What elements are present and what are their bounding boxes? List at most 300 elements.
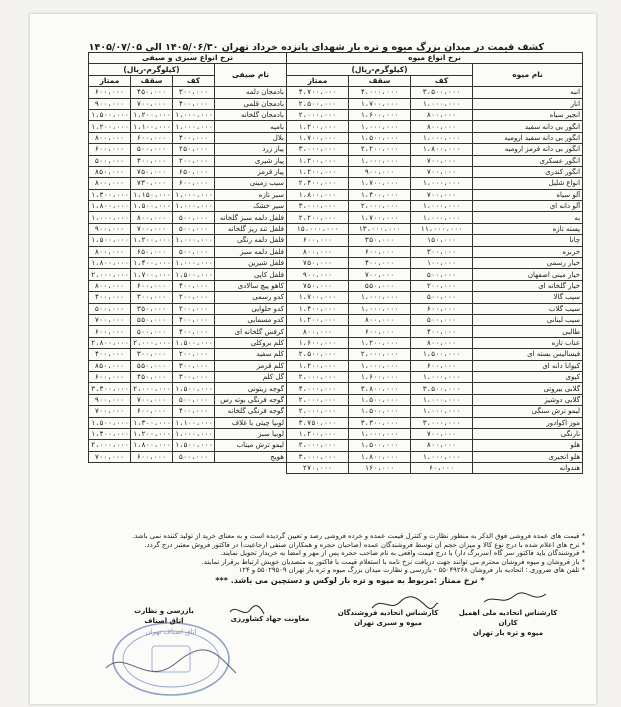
veg-name: لوبیا چیتی با غلاف xyxy=(215,417,287,428)
signature-title: بازرسی و نظارت xyxy=(134,607,194,615)
veg-price-saqf: ۵۵۰،۰۰۰ xyxy=(131,314,173,325)
table-row xyxy=(287,451,583,462)
signature-scribble-icon xyxy=(480,590,550,610)
note-line: * تلفن های ضروری : اتحادیه بار فروشان ۵۵۰۴۹۲۶۸ - بازرسی و نظارت میدان بزرگ میوه و تره بار تهران ۵۵۰۲۹۵۰۹ و ۱۲۴ xyxy=(238,566,585,574)
table-row xyxy=(89,87,287,98)
veg-price-momtaz: ۱،۵۰۰،۰۰۰ xyxy=(89,417,131,428)
table-row xyxy=(89,406,287,417)
fruit-price-momtaz: ۱،۶۰۰،۰۰۰ xyxy=(287,337,349,348)
table-row xyxy=(89,360,287,371)
fruit-price-kaf: ۶۰،۰۰۰ xyxy=(411,463,473,474)
veg-price-saqf: ۱،۸۰۰،۰۰۰ xyxy=(131,440,173,451)
veg-name: فلفل دلمه رنگی xyxy=(215,235,287,246)
veg-price-saqf: ۱،۲۰۰،۰۰۰ xyxy=(131,235,173,246)
veg-name-header: نام صیفی xyxy=(215,64,287,87)
fruit-name: انجیر سیاه xyxy=(473,109,583,120)
table-row xyxy=(287,212,583,223)
veg-price-saqf: ۵۰۰،۰۰۰ xyxy=(131,326,173,337)
fruit-name: انگور بی دانه قرمز ارومیه xyxy=(473,144,583,155)
fruit-price-kaf: ۱،۰۰۰،۰۰۰ xyxy=(411,178,473,189)
fruit-price-momtaz: ۲،۰۰۰،۰۰۰ xyxy=(287,394,349,405)
note-line: * فروشندگان باید فاکتور سر گاه (سربرگ دار) با درج قیمت واقعی به نام صاحب حجره پس از مهر و امضا به خریدار تحویل نمایند. xyxy=(220,549,585,557)
fruit-price-momtaz: ۷۵۰،۰۰۰ xyxy=(287,258,349,269)
veg-name: گوجه فرنگی بوته رس xyxy=(215,394,287,405)
veg-name: پیاز شیری xyxy=(215,155,287,166)
veg-price-kaf: ۶۵۰،۰۰۰ xyxy=(173,166,215,177)
veg-name: پیاز قرمز xyxy=(215,166,287,177)
veg-price-saqf: ۱،۴۰۰،۰۰۰ xyxy=(131,258,173,269)
veg-price-kaf: ۱،۵۰۰،۰۰۰ xyxy=(173,440,215,451)
veg-price-momtaz: ۵۰۰،۰۰۰ xyxy=(89,155,131,166)
veg-price-momtaz: ۴۰۰،۰۰۰ xyxy=(89,349,131,360)
table-row xyxy=(287,178,583,189)
fruit-name: سیب لبنانی xyxy=(473,314,583,325)
veg-price-saqf: ۴۰۰،۰۰۰ xyxy=(131,155,173,166)
fruit-price-saqf: ۳،۳۰۰،۰۰۰ xyxy=(349,417,411,428)
veg-price-saqf: ۵۵۰،۰۰۰ xyxy=(131,360,173,371)
signature-subtitle: اتاق اصناف xyxy=(144,617,184,625)
veg-group-header: نرخ انواع سبزی و صیفی xyxy=(89,53,287,64)
fruit-price-kaf: ۱،۰۰۰،۰۰۰ xyxy=(411,451,473,462)
veg-name: بادمجان گلخانه xyxy=(215,109,287,120)
fruit-unit-header: (کیلوگرم-ریال) xyxy=(287,64,473,75)
table-row xyxy=(287,280,583,291)
table-row xyxy=(89,109,287,120)
table-row xyxy=(89,132,287,143)
fruit-name: خیار گلخانه ای xyxy=(473,280,583,291)
fruit-price-momtaz: ۲،۵۰۰،۰۰۰ xyxy=(287,349,349,360)
veg-price-momtaz: ۱،۸۰۰،۰۰۰ xyxy=(89,201,131,212)
veg-price-kaf: ۳۰۰،۰۰۰ xyxy=(173,371,215,382)
fruit-saqf-header: سقف xyxy=(349,75,411,86)
veg-price-kaf: ۲۰۰،۰۰۰ xyxy=(173,292,215,303)
fruit-price-saqf: ۳۵۰،۰۰۰ xyxy=(349,235,411,246)
veg-price-momtaz: ۶۰۰،۰۰۰ xyxy=(89,326,131,337)
table-row xyxy=(89,258,287,269)
veg-price-kaf: ۱،۰۰۰،۰۰۰ xyxy=(173,235,215,246)
table-row xyxy=(89,383,287,394)
veg-price-saqf: ۱،۲۰۰،۰۰۰ xyxy=(131,109,173,120)
fruit-name: هلو انجیری xyxy=(473,451,583,462)
table-row xyxy=(287,201,583,212)
table-row xyxy=(89,451,287,462)
fruit-price-kaf: ۱،۰۰۰،۰۰۰ xyxy=(411,132,473,143)
fruit-name: کیوی xyxy=(473,371,583,382)
veg-price-kaf: ۲۰۰،۰۰۰ xyxy=(173,155,215,166)
fruit-price-saqf: ۱،۵۰۰،۰۰۰ xyxy=(349,394,411,405)
table-row xyxy=(89,189,287,200)
fruit-price-momtaz: ۳،۰۰۰،۰۰۰ xyxy=(287,451,349,462)
veg-table-body xyxy=(89,87,287,463)
signature-scribble-icon xyxy=(226,602,266,620)
fruit-price-momtaz: ۱،۲۰۰،۰۰۰ xyxy=(287,166,349,177)
veg-name: بامیه xyxy=(215,121,287,132)
veg-name: کلم قرمز xyxy=(215,360,287,371)
fruit-price-momtaz: ۳،۷۵۰،۰۰۰ xyxy=(287,417,349,428)
veg-name: کدو رسمی xyxy=(215,292,287,303)
fruit-price-kaf: ۱،۵۰۰،۰۰۰ xyxy=(411,349,473,360)
table-row xyxy=(287,87,583,98)
veg-name: گوجه فرنگی گلخانه xyxy=(215,406,287,417)
veg-price-kaf: ۲۰۰،۰۰۰ xyxy=(173,349,215,360)
fruit-price-kaf: ۲۰۰،۰۰۰ xyxy=(411,280,473,291)
fruit-price-saqf: ۲،۲۰۰،۰۰۰ xyxy=(349,144,411,155)
veg-price-saqf: ۷۰۰،۰۰۰ xyxy=(131,98,173,109)
veg-name: بادمجان دلمه xyxy=(215,87,287,98)
fruit-name: انگور بی دانه سفید ارومیه xyxy=(473,132,583,143)
table-row xyxy=(287,166,583,177)
table-row xyxy=(89,235,287,246)
fruit-price-saqf: ۱،۰۰۰،۰۰۰ xyxy=(349,303,411,314)
fruit-momtaz-header: ممتاز xyxy=(287,75,349,86)
fruit-name: موز اکوادور xyxy=(473,417,583,428)
table-row xyxy=(287,326,583,337)
fruit-price-saqf: ۱۶۰،۰۰۰ xyxy=(349,463,411,474)
veg-price-saqf: ۷۰۰،۰۰۰ xyxy=(131,223,173,234)
veg-price-saqf: ۶۵۰،۰۰۰ xyxy=(131,246,173,257)
veg-price-saqf: ۶۰۰،۰۰۰ xyxy=(131,451,173,462)
official-stamp-icon xyxy=(96,618,246,700)
table-row xyxy=(287,246,583,257)
table-row xyxy=(287,269,583,280)
fruit-price-momtaz: ۹۰۰،۰۰۰ xyxy=(287,269,349,280)
fruit-price-saqf: ۱،۶۰۰،۰۰۰ xyxy=(349,371,411,382)
price-sheet xyxy=(30,14,596,704)
table-row xyxy=(287,349,583,360)
veg-price-saqf: ۱،۳۰۰،۰۰۰ xyxy=(131,417,173,428)
fruit-price-momtaz: ۲،۴۰۰،۰۰۰ xyxy=(287,178,349,189)
table-row xyxy=(287,394,583,405)
fruit-name: انبه xyxy=(473,87,583,98)
table-row xyxy=(287,314,583,325)
fruit-name-header: نام میوه xyxy=(473,64,583,87)
veg-name: کلم بروکلی xyxy=(215,337,287,348)
table-row xyxy=(287,223,583,234)
veg-name: فلفل دلمه سبز گلخانه xyxy=(215,212,287,223)
table-row xyxy=(287,303,583,314)
veg-price-saqf: ۱،۵۰۰،۰۰۰ xyxy=(131,201,173,212)
table-row xyxy=(287,235,583,246)
veg-price-saqf: ۲،۰۰۰،۰۰۰ xyxy=(131,383,173,394)
veg-price-kaf: ۴۰۰،۰۰۰ xyxy=(173,314,215,325)
veg-price-saqf: ۶۰۰،۰۰۰ xyxy=(131,280,173,291)
notes-section xyxy=(115,532,585,585)
veg-name: فلفل کاپی xyxy=(215,269,287,280)
fruit-price-kaf: ۷۰۰،۰۰۰ xyxy=(411,189,473,200)
fruit-name: پسته تازه xyxy=(473,223,583,234)
veg-price-kaf: ۵۰۰،۰۰۰ xyxy=(173,451,215,462)
fruit-price-kaf: ۳،۵۰۰،۰۰۰ xyxy=(411,87,473,98)
veg-name: فلفل دلمه سبز xyxy=(215,246,287,257)
signature-block-1 xyxy=(448,608,568,638)
fruit-price-saqf: ۱،۴۰۰،۰۰۰ xyxy=(349,189,411,200)
veg-price-saqf: ۱،۱۵۰،۰۰۰ xyxy=(131,189,173,200)
table-row xyxy=(89,98,287,109)
veg-price-momtaz: ۸۰۰،۰۰۰ xyxy=(89,132,131,143)
veg-price-table xyxy=(88,52,287,463)
veg-price-momtaz: ۸۰۰،۰۰۰ xyxy=(89,178,131,189)
fruit-table-body xyxy=(287,87,583,474)
fruit-price-kaf: ۱،۸۰۰،۰۰۰ xyxy=(411,144,473,155)
fruit-price-kaf: ۵۰۰،۰۰۰ xyxy=(411,269,473,280)
veg-name: بادمجان قلمی xyxy=(215,98,287,109)
veg-price-kaf: ۴۰۰،۰۰۰ xyxy=(173,280,215,291)
veg-price-momtaz: ۱،۵۰۰،۰۰۰ xyxy=(89,235,131,246)
fruit-price-kaf: ۳،۵۰۰،۰۰۰ xyxy=(411,383,473,394)
table-row xyxy=(89,166,287,177)
veg-price-kaf: ۱،۰۰۰،۰۰۰ xyxy=(173,201,215,212)
table-row xyxy=(287,144,583,155)
veg-name: سیب زمینی xyxy=(215,178,287,189)
fruit-price-kaf: ۱،۰۰۰،۰۰۰ xyxy=(411,406,473,417)
veg-price-kaf: ۲۰۰،۰۰۰ xyxy=(173,303,215,314)
fruit-price-momtaz: ۲۷۰،۰۰۰ xyxy=(287,463,349,474)
veg-name: بلال xyxy=(215,132,287,143)
fruit-price-kaf: ۷۰۰،۰۰۰ xyxy=(411,428,473,439)
veg-price-momtaz: ۲،۰۰۰،۰۰۰ xyxy=(89,269,131,280)
veg-price-kaf: ۵۰۰،۰۰۰ xyxy=(173,212,215,223)
veg-price-kaf: ۳۰۰،۰۰۰ xyxy=(173,87,215,98)
table-row xyxy=(89,337,287,348)
veg-price-saqf: ۶۰۰،۰۰۰ xyxy=(131,132,173,143)
fruit-group-header: نرخ انواع میوه xyxy=(287,53,583,64)
signature-block-4 xyxy=(124,606,204,626)
fruit-price-kaf: ۱،۰۰۰،۰۰۰ xyxy=(411,201,473,212)
veg-price-saqf: ۶۰۰،۰۰۰ xyxy=(131,406,173,417)
veg-name: سیر تازه xyxy=(215,189,287,200)
fruit-price-momtaz: ۱،۷۰۰،۰۰۰ xyxy=(287,292,349,303)
fruit-price-momtaz: ۲،۰۰۰،۰۰۰ xyxy=(287,371,349,382)
table-row xyxy=(89,201,287,212)
veg-price-saqf: ۷۰۰،۰۰۰ xyxy=(131,394,173,405)
table-row xyxy=(287,258,583,269)
fruit-price-momtaz: ۱،۴۰۰،۰۰۰ xyxy=(287,303,349,314)
fruit-name: چانا xyxy=(473,235,583,246)
signature-subtitle: میوه و سبزی تهران xyxy=(354,619,422,627)
table-row xyxy=(89,121,287,132)
veg-name: فلفل شیرین xyxy=(215,258,287,269)
veg-price-momtaz: ۲،۰۰۰،۰۰۰ xyxy=(89,440,131,451)
table-row xyxy=(287,98,583,109)
veg-price-momtaz: ۴۰۰،۰۰۰ xyxy=(89,292,131,303)
fruit-price-kaf: ۷۰۰،۰۰۰ xyxy=(411,166,473,177)
fruit-price-kaf: ۵۰۰،۰۰۰ xyxy=(411,314,473,325)
table-row xyxy=(287,121,583,132)
fruit-price-kaf: ۸۰۰،۰۰۰ xyxy=(411,337,473,348)
fruit-name: گلابی دوشیز xyxy=(473,394,583,405)
table-row xyxy=(287,463,583,474)
fruit-price-momtaz: ۱،۲۰۰،۰۰۰ xyxy=(287,314,349,325)
veg-name: کلم سفید xyxy=(215,349,287,360)
veg-price-momtaz: ۸۰۰،۰۰۰ xyxy=(89,280,131,291)
table-row xyxy=(89,155,287,166)
fruit-name: خیار مینی اصفهان xyxy=(473,269,583,280)
fruit-price-momtaz: ۲،۲۰۰،۰۰۰ xyxy=(287,212,349,223)
table-row xyxy=(287,109,583,120)
fruit-price-momtaz: ۸۰۰،۰۰۰ xyxy=(287,326,349,337)
veg-price-momtaz: ۷۰۰،۰۰۰ xyxy=(89,314,131,325)
fruit-name: انواع شلیل xyxy=(473,178,583,189)
fruit-price-kaf: ۱،۰۰۰،۰۰۰ xyxy=(411,371,473,382)
fruit-name: خیار رسمی xyxy=(473,258,583,269)
veg-price-saqf: ۸۰۰،۰۰۰ xyxy=(131,212,173,223)
table-row xyxy=(89,223,287,234)
fruit-name: انگور بی دانه سفید xyxy=(473,121,583,132)
veg-price-saqf: ۳۰۰،۰۰۰ xyxy=(131,349,173,360)
table-row xyxy=(89,349,287,360)
veg-price-momtaz: ۷۰۰،۰۰۰ xyxy=(89,406,131,417)
veg-price-kaf: ۱،۰۰۰،۰۰۰ xyxy=(173,109,215,120)
fruit-price-saqf: ۱،۷۰۰،۰۰۰ xyxy=(349,178,411,189)
veg-price-momtaz: ۶۰۰،۰۰۰ xyxy=(89,144,131,155)
fruit-price-saqf: ۱۳،۰۰۰،۰۰۰ xyxy=(349,223,411,234)
fruit-price-kaf: ۱۱،۰۰۰،۰۰۰ xyxy=(411,223,473,234)
veg-price-momtaz: ۹۰۰،۰۰۰ xyxy=(89,223,131,234)
fruit-price-saqf: ۴،۰۰۰،۰۰۰ xyxy=(349,87,411,98)
fruit-price-kaf: ۳۰۰،۰۰۰ xyxy=(411,246,473,257)
veg-price-kaf: ۲۵۰،۰۰۰ xyxy=(173,144,215,155)
table-row xyxy=(89,178,287,189)
veg-price-kaf: ۳۰۰،۰۰۰ xyxy=(173,360,215,371)
stamp-text: اتاق اصناف تهران xyxy=(145,628,197,636)
fruit-name: لیمو ترش سنگی xyxy=(473,406,583,417)
veg-price-saqf: ۷۳۰،۰۰۰ xyxy=(131,178,173,189)
fruit-price-kaf: ۳،۰۰۰،۰۰۰ xyxy=(411,417,473,428)
signature-scribble-icon xyxy=(370,594,440,614)
table-row xyxy=(287,155,583,166)
veg-price-kaf: ۱،۱۰۰،۰۰۰ xyxy=(173,417,215,428)
table-row xyxy=(89,326,287,337)
fruit-price-kaf: ۶۰۰،۰۰۰ xyxy=(411,360,473,371)
fruit-price-kaf: ۱۵۰،۰۰۰ xyxy=(411,235,473,246)
fruit-name: فیسالیس بسته ای xyxy=(473,349,583,360)
fruit-name: آلو سیاه xyxy=(473,189,583,200)
table-row xyxy=(89,417,287,428)
fruit-name: عناب تازه xyxy=(473,337,583,348)
fruit-price-kaf: ۷۰۰،۰۰۰ xyxy=(411,155,473,166)
veg-price-momtaz: ۶۰۰،۰۰۰ xyxy=(89,87,131,98)
table-row xyxy=(89,440,287,451)
veg-price-kaf: ۴۰۰،۰۰۰ xyxy=(173,406,215,417)
fruit-price-saqf: ۱،۰۰۰،۰۰۰ xyxy=(349,292,411,303)
table-row xyxy=(89,314,287,325)
veg-name: لوبیا سبز xyxy=(215,428,287,439)
veg-price-momtaz: ۸۰۰،۰۰۰ xyxy=(89,246,131,257)
note-line: * نرخ های اعلام شده با درج نوع کالا و میزان حجم آن توسط فروشندگان عمده (صاحبان حجره و همکاران صنفی ارجاعیت) در فاکتور فروش معتبر درج گردد. xyxy=(144,540,585,549)
table-row xyxy=(287,417,583,428)
veg-price-kaf: ۱،۰۰۰،۰۰۰ xyxy=(173,189,215,200)
veg-price-saqf: ۴۵۰،۰۰۰ xyxy=(131,371,173,382)
fruit-name: سیب گلاب xyxy=(473,303,583,314)
veg-price-momtaz: ۱،۲۰۰،۰۰۰ xyxy=(89,121,131,132)
fruit-price-kaf: ۱،۰۰۰،۰۰۰ xyxy=(411,212,473,223)
veg-name: گوجه زیتونی xyxy=(215,383,287,394)
document-title: کشف قیمت در میدان بزرگ میوه و تره بار شهدای پانزده خرداد تهران ۱۴۰۵/۰۶/۳۰ الی ۱۴۰۵/۰۷/۰۵ xyxy=(88,42,544,53)
fruit-price-momtaz: ۳،۰۰۰،۰۰۰ xyxy=(287,144,349,155)
table-row xyxy=(287,371,583,382)
table-row xyxy=(287,428,583,439)
fruit-price-momtaz: ۴،۷۰۰،۰۰۰ xyxy=(287,87,349,98)
veg-price-momtaz: ۹۰۰،۰۰۰ xyxy=(89,394,131,405)
veg-price-saqf: ۳۵۰،۰۰۰ xyxy=(131,303,173,314)
fruit-price-momtaz: ۱،۸۰۰،۰۰۰ xyxy=(287,189,349,200)
fruit-price-kaf: ۸۰۰،۰۰۰ xyxy=(411,109,473,120)
fruit-price-kaf: ۱،۰۰۰،۰۰۰ xyxy=(411,394,473,405)
veg-price-saqf: ۱،۷۰۰،۰۰۰ xyxy=(131,269,173,280)
veg-unit-header: (کیلوگرم-ریال) xyxy=(89,64,215,75)
table-row xyxy=(89,292,287,303)
fruit-price-saqf: ۱،۷۰۰،۰۰۰ xyxy=(349,98,411,109)
fruit-price-saqf: ۴۰۰،۰۰۰ xyxy=(349,258,411,269)
table-row xyxy=(89,303,287,314)
table-row xyxy=(89,371,287,382)
fruit-name: هندوانه xyxy=(473,463,583,474)
table-row xyxy=(287,383,583,394)
veg-price-momtaz: ۱،۴۰۰،۰۰۰ xyxy=(89,428,131,439)
veg-price-kaf: ۴۰۰،۰۰۰ xyxy=(173,132,215,143)
veg-name: فلفل تند ریز گلخانه xyxy=(215,223,287,234)
veg-name: کدو حلوایی xyxy=(215,303,287,314)
veg-price-momtaz: ۵۰۰،۰۰۰ xyxy=(89,303,131,314)
veg-price-momtaz: ۱،۳۰۰،۰۰۰ xyxy=(89,189,131,200)
veg-price-saqf: ۱،۲۰۰،۰۰۰ xyxy=(131,428,173,439)
fruit-price-kaf: ۱،۰۰۰،۰۰۰ xyxy=(411,98,473,109)
fruit-price-momtaz: ۴،۰۰۰،۰۰۰ xyxy=(287,383,349,394)
table-row xyxy=(89,144,287,155)
veg-price-momtaz: ۷۰۰،۰۰۰ xyxy=(89,451,131,462)
veg-name: گل کلم xyxy=(215,371,287,382)
veg-name: کرفس گلخانه ای xyxy=(215,326,287,337)
fruit-name: خربزه xyxy=(473,246,583,257)
table-row xyxy=(89,280,287,291)
veg-price-momtaz: ۳،۳۰۰،۰۰۰ xyxy=(89,383,131,394)
signature-title: معاونت جهاد کشاورزی xyxy=(230,615,310,623)
table-row xyxy=(287,132,583,143)
fruit-price-kaf: ۶۰۰،۰۰۰ xyxy=(411,303,473,314)
fruit-price-momtaz: ۲،۰۰۰،۰۰۰ xyxy=(287,440,349,451)
fruit-price-momtaz: ۱،۲۰۰،۰۰۰ xyxy=(287,360,349,371)
fruit-name: سیب گالا xyxy=(473,292,583,303)
veg-name: سیر خشک xyxy=(215,201,287,212)
table-row xyxy=(89,212,287,223)
veg-price-kaf: ۱،۵۰۰،۰۰۰ xyxy=(173,337,215,348)
fruit-name: گلابی بیروتی xyxy=(473,383,583,394)
fruit-name: به xyxy=(473,212,583,223)
veg-name: هویج xyxy=(215,451,287,462)
table-row xyxy=(287,292,583,303)
fruit-name: هلو xyxy=(473,440,583,451)
fruit-price-table xyxy=(286,52,583,474)
table-row xyxy=(89,269,287,280)
note-line: * بار فروشان و میوه فروشان محترم می توانند جهت دریافت نرخ نامه با استعلام قیمت با فاکتور به متصدیان خویش ارتباط برقرار نمایند. xyxy=(201,557,585,566)
veg-kaf-header: کف xyxy=(173,75,215,86)
veg-name: کاهو پیچ سالادی xyxy=(215,280,287,291)
fruit-price-momtaz: ۶۰۰،۰۰۰ xyxy=(287,235,349,246)
veg-price-momtaz: ۸۵۰،۰۰۰ xyxy=(89,166,131,177)
fruit-price-saqf: ۲،۰۰۰،۰۰۰ xyxy=(349,201,411,212)
veg-price-saqf: ۳۰۰،۰۰۰ xyxy=(131,292,173,303)
fruit-price-saqf: ۱،۷۰۰،۰۰۰ xyxy=(349,212,411,223)
fruit-price-saqf: ۱،۶۰۰،۰۰۰ xyxy=(349,109,411,120)
veg-price-kaf: ۵۰۰،۰۰۰ xyxy=(173,394,215,405)
fruit-price-saqf: ۲،۰۰۰،۰۰۰ xyxy=(349,349,411,360)
veg-price-saqf: ۱،۱۰۰،۰۰۰ xyxy=(131,121,173,132)
fruit-price-saqf: ۱،۵۰۰،۰۰۰ xyxy=(349,406,411,417)
table-row xyxy=(287,360,583,371)
veg-price-saqf: ۴۵۰،۰۰۰ xyxy=(131,87,173,98)
veg-price-kaf: ۴۰۰،۰۰۰ xyxy=(173,98,215,109)
veg-price-kaf: ۱،۵۰۰،۰۰۰ xyxy=(173,269,215,280)
